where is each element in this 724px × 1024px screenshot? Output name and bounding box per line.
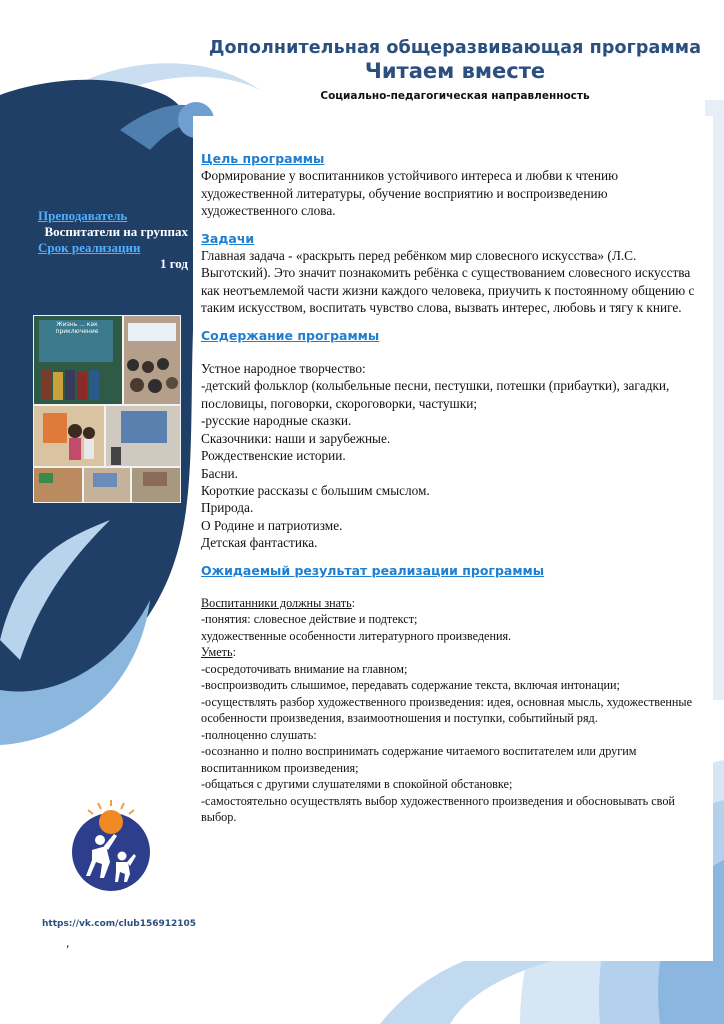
children-sun-logo-icon <box>70 800 152 892</box>
list-item: -сосредоточивать внимание на главном; <box>201 661 408 676</box>
teacher-label: Преподаватель <box>38 208 128 223</box>
header <box>195 38 715 102</box>
list-item: О Родине и патриотизме. <box>201 517 343 533</box>
can-colon: : <box>232 645 236 660</box>
program-type-heading: Дополнительная общеразвивающая программа <box>208 38 702 58</box>
list-item: Рождественские истории. <box>201 448 346 464</box>
list-item: Детская фантастика. <box>201 535 318 551</box>
know-label: Воспитанники должны знать <box>201 595 352 610</box>
list-item: -самостоятельно осуществлять выбор художественного произведения и обосновывать свой выбор. <box>201 793 675 825</box>
list-item: -русские народные сказки. <box>201 413 352 429</box>
list-item: -понятия: словесное действие и подтекст; <box>201 612 418 627</box>
list-item: художественные особенности литературного произведения. <box>201 628 512 643</box>
goal-text: Формирование у воспитанников устойчивого интереса и любви к чтению художественной литературы, обучение восприятию и воспроизведению художественного слова. <box>201 168 619 219</box>
result-title: Ожидаемый результат реализации программы <box>201 562 545 578</box>
program-content <box>201 150 706 826</box>
vk-link[interactable]: https://vk.com/club156912105 <box>42 919 197 929</box>
term-value: 1 год <box>159 256 188 271</box>
teacher-value: Воспитатели на группах <box>44 224 188 239</box>
program-direction: Социально-педагогическая направленность <box>320 90 590 102</box>
content-title: Содержание программы <box>201 327 380 343</box>
list-item: -осуществлять разбор художественного произведения: идея, основная мысль, художественные особенности произведения, взаимоотношения и поступки, событийный ряд. <box>201 694 693 726</box>
result-list <box>201 595 706 826</box>
list-item: -полноценно слушать: <box>201 727 317 742</box>
can-heading <box>201 644 706 661</box>
list-item: Устное народное творчество: <box>201 361 366 377</box>
list-item: -детский фольклор (колыбельные песни, пестушки, потешки (прибаутки), загадки, пословицы, поговорки, скороговорки, частушки; <box>201 378 670 411</box>
photo-caption: Жизнь ... как приключение <box>55 321 99 335</box>
know-heading <box>201 595 706 612</box>
list-item: Короткие рассказы с большим смыслом. <box>201 482 430 498</box>
can-label: Уметь <box>201 645 233 660</box>
term-label: Срок реализации <box>38 240 141 255</box>
tasks-title: Задачи <box>201 230 255 246</box>
list-item: Природа. <box>201 500 254 516</box>
goal-title: Цель программы <box>201 151 325 166</box>
photo-collage <box>33 315 181 503</box>
photo-collage-image <box>33 315 181 503</box>
tasks-text: Главная задача - «раскрыть перед ребёнком мир словесного искусства» (Л.С. Выготский). Это значит познакомить ребёнка с существованием словесного искусства как неотъемлемой части жизни каждого человека, приучить к постоянному общению с таким искусством, воспитать чувство слова, вызвать интерес, любовь и тягу к книге. <box>201 248 695 316</box>
content-list <box>201 360 706 551</box>
list-item: Сказочники: наши и зарубежные. <box>201 430 391 446</box>
sidebar-info <box>38 208 188 272</box>
list-item: -осознанно и полно воспринимать содержание читаемого воспитателем или другим воспитанником произведения; <box>201 744 637 775</box>
list-item: -воспроизводить слышимое, передавать содержание текста, включая интонации; <box>201 678 620 693</box>
stray-comma: , <box>66 937 70 950</box>
list-item: Басни. <box>201 465 238 481</box>
know-colon: : <box>351 595 356 610</box>
program-title: Читаем вместе <box>364 59 546 83</box>
list-item: -общаться с другими слушателями в спокойной обстановке; <box>201 777 513 792</box>
